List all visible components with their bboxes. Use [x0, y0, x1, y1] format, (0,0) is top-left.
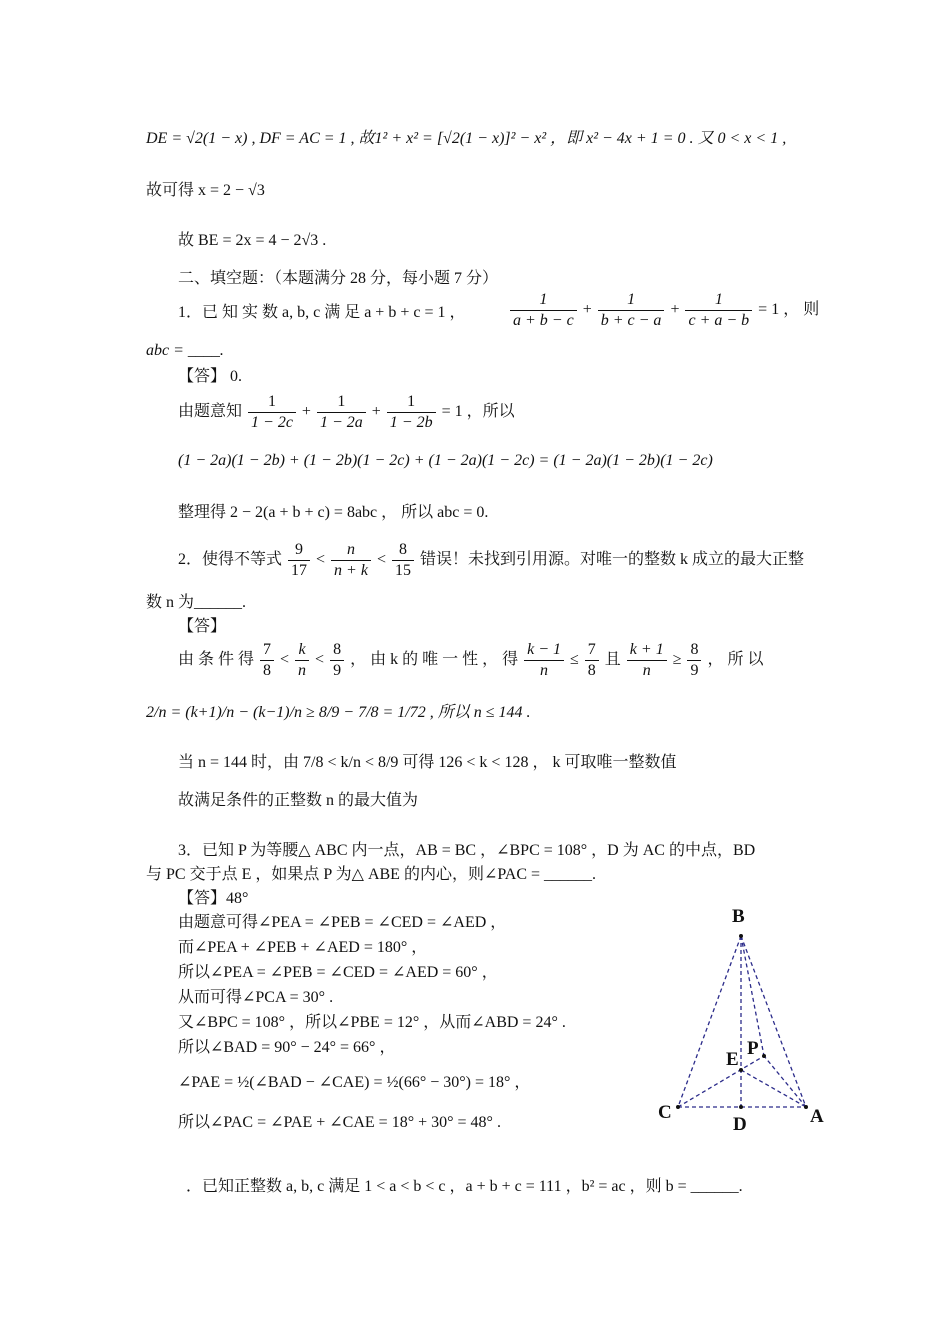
q1-statement: 1．已 知 实 数 a, b, c 满 足 a + b + c = 1 ，: [178, 304, 466, 321]
q3-solution-6: 所以∠BAD = 90° − 24° = 66° ，: [178, 1039, 396, 1056]
q2-solution-1: 由 条 件 得 $\frac{7}{8}$ < $\frac{k}{n}$ < $\frac{8}{9}$ ， 由 k 的 唯 一 性 ， 得 $\frac{k - 1}{n}$ ≤ $\frac{7}{8}$ 且 $\frac{k + 1}{n}$ ≥ $\frac{8}{9}$ ， 所 以: [178, 641, 764, 679]
segment-CP: [678, 1056, 764, 1107]
edge-BA: [741, 936, 806, 1107]
triangle-figure: [650, 900, 850, 1140]
q1-solution-2: (1 − 2a)(1 − 2b) + (1 − 2b)(1 − 2c) + (1 − 2a)(1 − 2c) = (1 − 2a)(1 − 2b)(1 − 2c): [178, 452, 713, 469]
q2-answer: 【答】: [178, 618, 227, 635]
q1-frac-3: $\frac{1}{c + a - b}$: [685, 290, 752, 331]
q3-solution-7: ∠PAE = ½(∠BAD − ∠CAE) = ½(66° − 30°) = 18° ，: [178, 1074, 531, 1091]
label-P: P: [747, 1038, 759, 1059]
label-A: A: [810, 1106, 824, 1127]
q3-solution-5: 又∠BPC = 108° ，所以∠PBE = 12° ，从而∠ABD = 24° .: [178, 1014, 566, 1031]
q3-statement-2: 与 PC 交于点 E ，如果点 P 为△ ABE 的内心，则∠PAC = ______.: [146, 866, 597, 883]
segment-EA: [741, 1070, 806, 1107]
label-D: D: [733, 1114, 747, 1135]
q1-blank-line: abc = ____.: [146, 342, 224, 359]
q3-solution-4: 从而可得∠PCA = 30° .: [178, 989, 334, 1006]
segment-AP: [764, 1056, 806, 1107]
q2-solution-4: 故满足条件的正整数 n 的最大值为: [178, 792, 419, 809]
edge-BC: [678, 936, 741, 1107]
q2-blank-line: 数 n 为______.: [146, 594, 247, 611]
q1-frac-1: $\frac{1}{a + b - c}$: [510, 290, 577, 331]
section-heading: 二、填空题：（本题满分 28 分，每小题 7 分）: [178, 270, 499, 287]
q1-solution-3: 整理得 2 − 2(a + b + c) = 8abc ， 所以 abc = 0.: [178, 504, 489, 521]
q3-statement-1: 3．已知 P 为等腰△ ABC 内一点，AB = BC ，∠BPC = 108° ，D 为 AC 的中点，BD: [178, 842, 756, 859]
q2-solution-3: 当 n = 144 时，由 7/8 < k/n < 8/9 可得 126 < k < 128 ， k 可取唯一整数值: [178, 754, 677, 771]
q1-answer: 【答】 0.: [178, 368, 243, 385]
q3-solution-3: 所以∠PEA = ∠PEB = ∠CED = ∠AED = 60° ，: [178, 964, 498, 981]
q2-statement: 2．使得不等式 $\frac{9}{17}$ < $\frac{n}{n + k}$ < $\frac{8}{15}$ 错误！未找到引用源。对唯一的整数 k 成立的最大正整: [178, 541, 804, 579]
label-C: C: [658, 1102, 672, 1123]
q3-solution-8: 所以∠PAC = ∠PAE + ∠CAE = 18° + 30° = 48° .: [178, 1114, 501, 1131]
q3-solution-1: 由题意可得∠PEA = ∠PEB = ∠CED = ∠AED ，: [178, 914, 507, 931]
q4-statement: ．已知正整数 a, b, c 满足 1 < a < b < c ，a + b + c = 111 ，b² = ac ，则 b = ______.: [186, 1178, 743, 1195]
label-E: E: [726, 1049, 739, 1070]
q1-solution-1: 由题意知 $\frac{1}{1 - 2c}$ + $\frac{1}{1 - 2a}$ + $\frac{1}{1 - 2b}$ = 1 ，所以: [178, 393, 515, 431]
text-line-1: DE = √2(1 − x) , DF = AC = 1 , 故1² + x² = [√2(1 − x)]² − x² ，即 x² − 4x + 1 = 0 . 又 0 < x < 1 ,: [146, 130, 787, 147]
text-line-2: 故可得 x = 2 − √3: [146, 182, 265, 199]
q3-solution-2: 而∠PEA + ∠PEB + ∠AED = 180° ，: [178, 939, 428, 956]
q1-frac-2: $\frac{1}{b + c - a}$: [598, 290, 665, 331]
q2-solution-2: 2/n = (k+1)/n − (k−1)/n ≥ 8/9 − 7/8 = 1/72 , 所以 n ≤ 144 .: [146, 704, 531, 721]
text-line-3: 故 BE = 2x = 4 − 2√3 .: [178, 232, 327, 249]
q3-answer: 【答】48°: [178, 890, 249, 907]
q1-fractions: $\frac{1}{a + b - c}$ + $\frac{1}{b + c - a}$ + $\frac{1}{c + a - b}$ = 1 ， 则: [508, 290, 819, 331]
label-B: B: [732, 906, 745, 927]
